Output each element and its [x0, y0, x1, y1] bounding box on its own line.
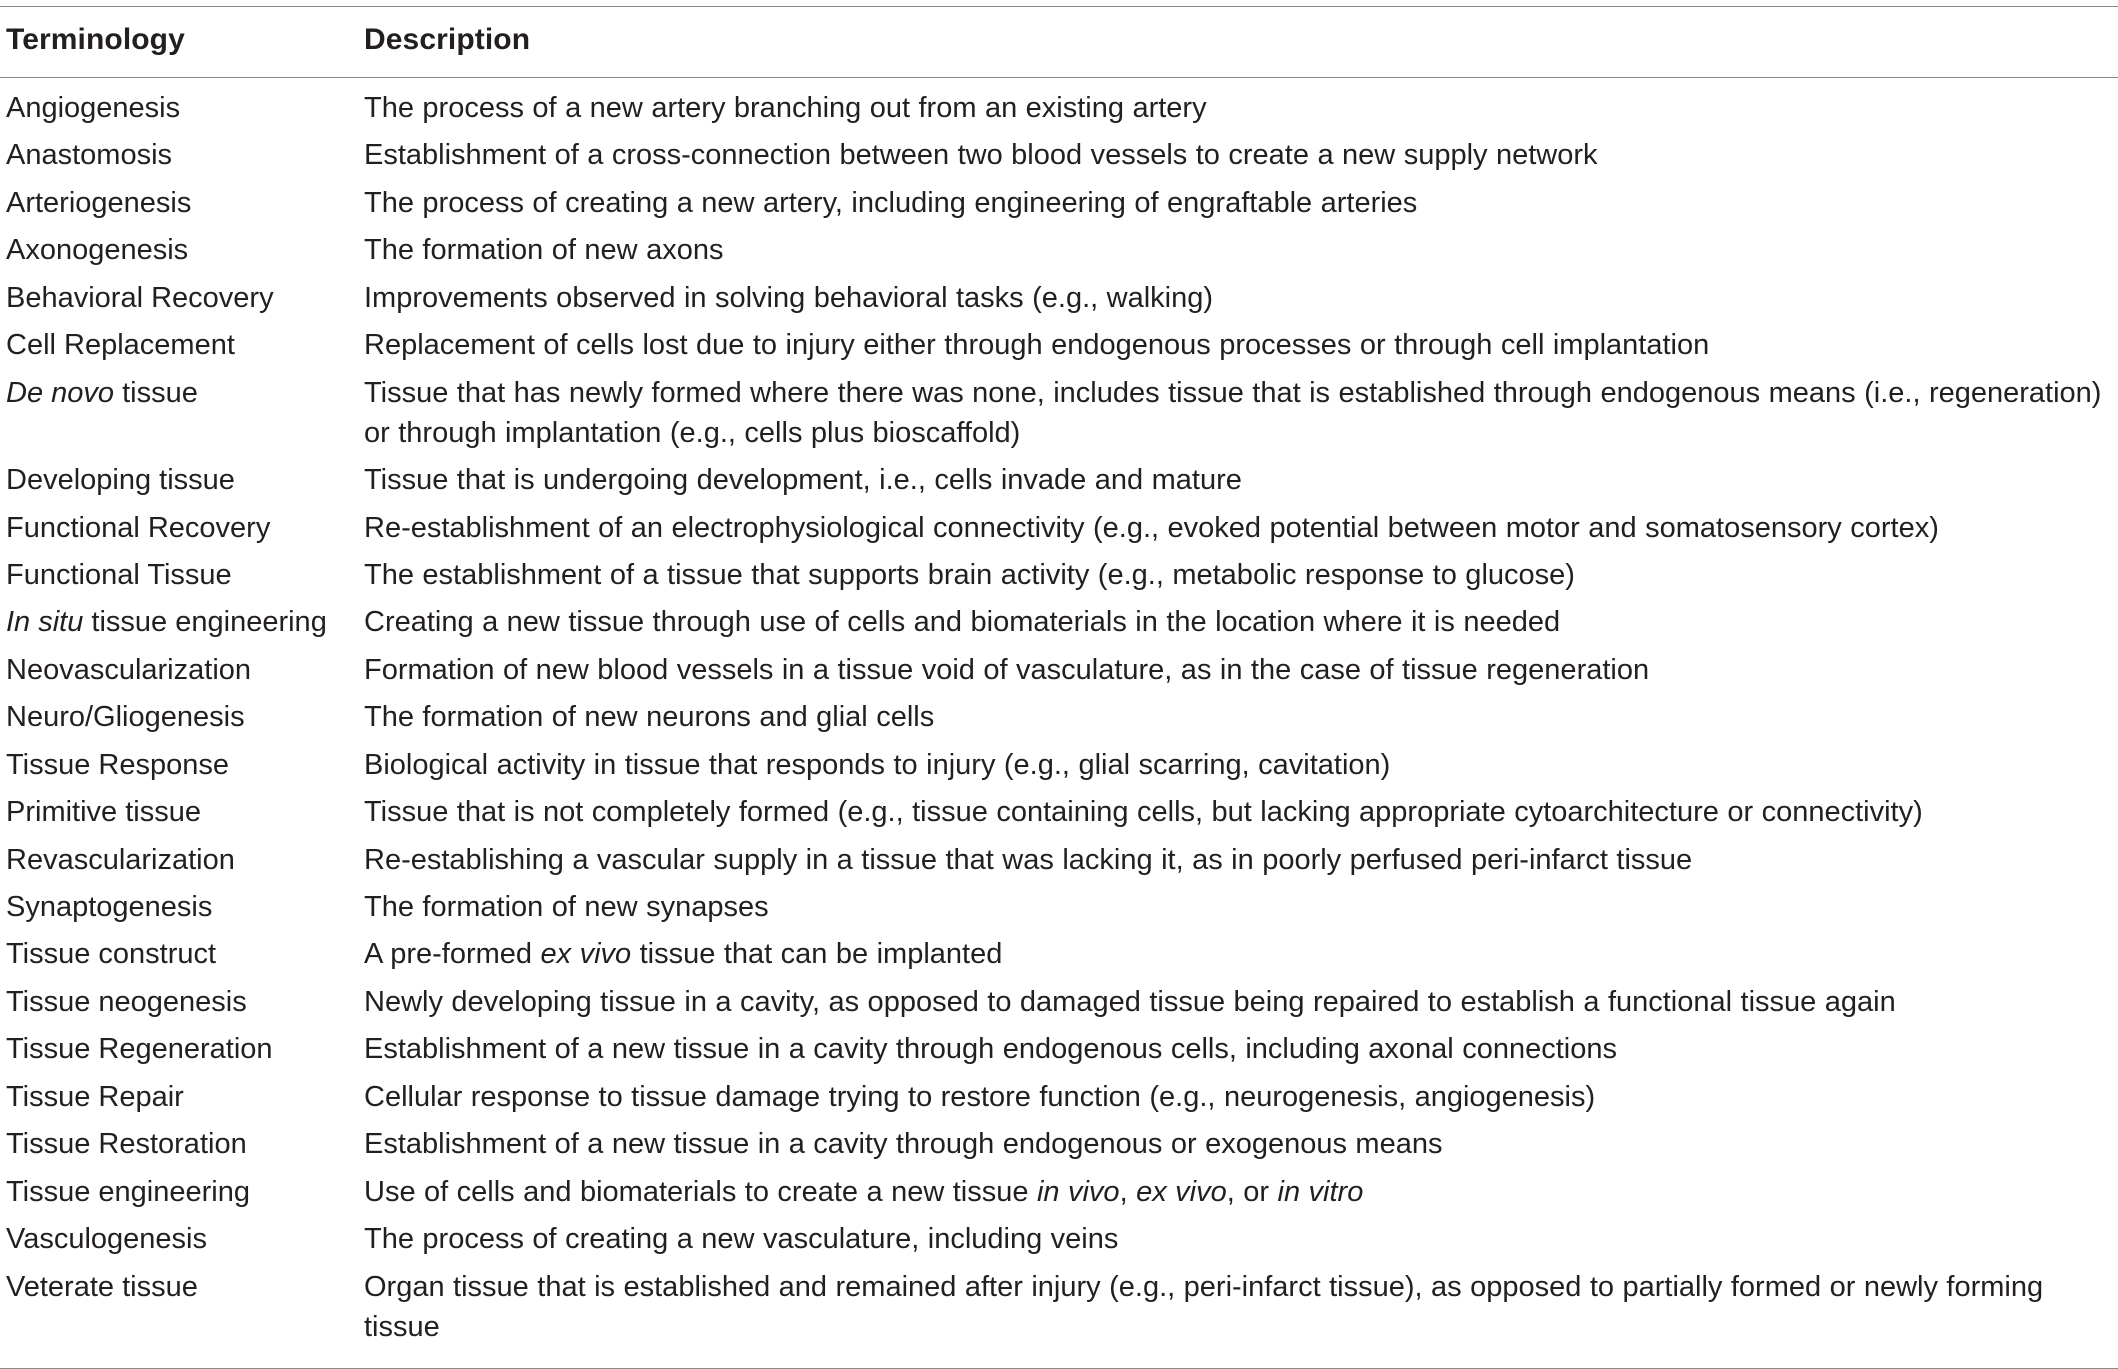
table-row [0, 373, 2118, 453]
text-segment: , or [1226, 1175, 1278, 1208]
description-cell [364, 1267, 2118, 1347]
table-row [0, 982, 2118, 1022]
italic-text-segment: in vitro [1277, 1175, 1364, 1208]
text-segment: Tissue Regeneration [6, 1033, 273, 1066]
table-row [0, 840, 2118, 880]
text-segment: Synaptogenesis [6, 891, 213, 923]
description-cell [364, 745, 2118, 785]
italic-text-segment: De novo [6, 376, 115, 409]
text-segment: Creating a new tissue through use of cells and biomaterials in the location where it is needed [364, 606, 1561, 639]
text-segment: Re-establishing a vascular supply in a tissue that was lacking it, as in poorly perfused peri-infarct tissue [364, 843, 1693, 876]
table-row [0, 135, 2118, 175]
description-cell [364, 555, 2118, 595]
text-segment: Primitive tissue [6, 796, 201, 829]
text-segment: The establishment of a tissue that supports brain activity (e.g., metabolic response to glucose) [364, 558, 1575, 591]
text-segment: Re-establishment of an electrophysiological connectivity (e.g., evoked potential between motor and somatosensory cortex) [364, 511, 1939, 544]
description-cell [364, 792, 2118, 832]
term-cell [0, 650, 364, 690]
text-segment: Tissue Response [6, 748, 229, 781]
description-cell [364, 887, 2118, 927]
term-cell [0, 373, 364, 453]
text-segment: The process of creating a new vasculature, including veins [364, 1223, 1119, 1256]
term-cell [0, 982, 364, 1022]
description-cell [364, 88, 2118, 128]
table-row [0, 697, 2118, 737]
table-header-row [0, 7, 2118, 71]
term-cell [0, 1219, 364, 1259]
table-row [0, 745, 2118, 785]
term-cell [0, 1172, 364, 1212]
text-segment: Formation of new blood vessels in a tissue void of vasculature, as in the case of tissue regeneration [364, 653, 1650, 686]
text-segment: Tissue that has newly formed where there was none, includes tissue that is established through endogenous means (i.e., regeneration) or through implantation (e.g., cells plus bioscaffold) [364, 376, 2102, 449]
text-segment: , [1119, 1175, 1137, 1208]
text-segment: Establishment of a new tissue in a cavity through endogenous cells, including axonal connections [364, 1033, 1617, 1066]
description-cell [364, 1124, 2118, 1164]
term-cell [0, 88, 364, 128]
table-body [0, 78, 2118, 1368]
text-segment: Tissue that is not completely formed (e.g., tissue containing cells, but lacking appropriate cytoarchitecture or connectivity) [364, 796, 1923, 829]
text-segment: Neuro/Gliogenesis [6, 701, 245, 734]
table-row [0, 1219, 2118, 1259]
terminology-table [0, 6, 2118, 1369]
text-segment: Tissue Repair [6, 1080, 184, 1113]
text-segment: tissue engineering [83, 606, 327, 639]
term-cell [0, 602, 364, 642]
text-segment: The process of creating a new artery, including engineering of engraftable arteries [364, 186, 1418, 219]
text-segment: Tissue construct [6, 938, 217, 971]
text-segment: Use of cells and biomaterials to create a new tissue [364, 1175, 1037, 1208]
term-cell [0, 1029, 364, 1069]
italic-text-segment: ex vivo [540, 938, 632, 971]
text-segment: Establishment of a new tissue in a cavity through endogenous or exogenous means [364, 1128, 1443, 1161]
text-segment: Organ tissue that is established and remained after injury (e.g., peri-infarct tissue), as opposed to partially formed or newly forming tissue [364, 1270, 2044, 1343]
term-cell [0, 230, 364, 270]
text-segment: tissue that can be implanted [631, 938, 1003, 971]
italic-text-segment: in vivo [1036, 1175, 1120, 1208]
text-segment: Replacement of cells lost due to injury either through endogenous processes or through cell implantation [364, 329, 1710, 362]
text-segment: Functional Recovery [6, 511, 271, 544]
term-cell [0, 934, 364, 974]
description-cell [364, 840, 2118, 880]
description-cell [364, 278, 2118, 318]
description-cell [364, 1029, 2118, 1069]
text-segment: The formation of new synapses [364, 891, 769, 923]
table-row [0, 1124, 2118, 1164]
table-row [0, 792, 2118, 832]
table-row [0, 278, 2118, 318]
table-row [0, 1077, 2118, 1117]
text-segment: Developing tissue [6, 464, 235, 497]
text-segment: The process of a new artery branching out from an existing artery [364, 92, 1207, 124]
table-row [0, 1029, 2118, 1069]
text-segment: Vasculogenesis [6, 1223, 207, 1256]
term-cell [0, 1124, 364, 1164]
description-cell [364, 602, 2118, 642]
table-row [0, 183, 2118, 223]
description-cell [364, 697, 2118, 737]
term-cell [0, 745, 364, 785]
text-segment: Biological activity in tissue that responds to injury (e.g., glial scarring, cavitation) [364, 748, 1391, 781]
text-segment: Tissue Restoration [6, 1128, 247, 1161]
term-cell [0, 508, 364, 548]
term-cell [0, 887, 364, 927]
text-segment: Tissue neogenesis [6, 985, 247, 1018]
description-cell [364, 1172, 2118, 1212]
table-row [0, 602, 2118, 642]
text-segment: Neovascularization [6, 653, 252, 686]
term-cell [0, 183, 364, 223]
description-cell [364, 460, 2118, 500]
text-segment: Veterate tissue [6, 1270, 198, 1303]
italic-text-segment: In situ [6, 606, 84, 639]
text-segment: Cell Replacement [6, 329, 235, 362]
text-segment: Axonogenesis [6, 234, 189, 267]
table-row [0, 88, 2118, 128]
description-cell [364, 135, 2118, 175]
text-segment: Tissue engineering [6, 1175, 250, 1208]
term-cell [0, 840, 364, 880]
table-row [0, 934, 2118, 974]
table-row [0, 650, 2118, 690]
term-cell [0, 460, 364, 500]
text-segment: The formation of new neurons and glial cells [364, 701, 935, 734]
description-cell [364, 373, 2118, 453]
description-cell [364, 325, 2118, 365]
term-cell [0, 555, 364, 595]
text-segment: The formation of new axons [364, 234, 724, 267]
table-row [0, 555, 2118, 595]
term-cell [0, 1267, 364, 1347]
text-segment: tissue [114, 376, 198, 409]
description-cell [364, 934, 2118, 974]
text-segment: Angiogenesis [6, 92, 181, 124]
text-segment: Arteriogenesis [6, 186, 192, 219]
text-segment: Functional Tissue [6, 558, 232, 591]
italic-text-segment: ex vivo [1136, 1175, 1227, 1208]
description-cell [364, 982, 2118, 1022]
term-cell [0, 278, 364, 318]
term-cell [0, 697, 364, 737]
table-row [0, 887, 2118, 927]
text-segment: Establishment of a cross-connection between two blood vessels to create a new supply network [364, 139, 1598, 172]
description-cell [364, 1219, 2118, 1259]
header-terminology: Terminology [6, 23, 185, 56]
table-row [0, 1267, 2118, 1347]
description-cell [364, 230, 2118, 270]
description-cell [364, 508, 2118, 548]
text-segment: A pre-formed [364, 938, 541, 971]
text-segment: Improvements observed in solving behavioral tasks (e.g., walking) [364, 281, 1214, 314]
term-cell [0, 1077, 364, 1117]
table-row [0, 230, 2118, 270]
term-cell [0, 792, 364, 832]
text-segment: Cellular response to tissue damage trying to restore function (e.g., neurogenesis, angiogenesis) [364, 1080, 1596, 1113]
text-segment: Tissue that is undergoing development, i.e., cells invade and mature [364, 464, 1242, 497]
header-description: Description [364, 23, 531, 56]
text-segment: Revascularization [6, 843, 235, 876]
table-row [0, 325, 2118, 365]
text-segment: Newly developing tissue in a cavity, as opposed to damaged tissue being repaired to establish a functional tissue again [364, 985, 1896, 1018]
description-cell [364, 1077, 2118, 1117]
table-row [0, 1172, 2118, 1212]
table-row [0, 508, 2118, 548]
description-cell [364, 183, 2118, 223]
description-cell [364, 650, 2118, 690]
text-segment: Anastomosis [6, 139, 173, 172]
term-cell [0, 325, 364, 365]
table-row [0, 460, 2118, 500]
text-segment: Behavioral Recovery [6, 281, 274, 314]
term-cell [0, 135, 364, 175]
